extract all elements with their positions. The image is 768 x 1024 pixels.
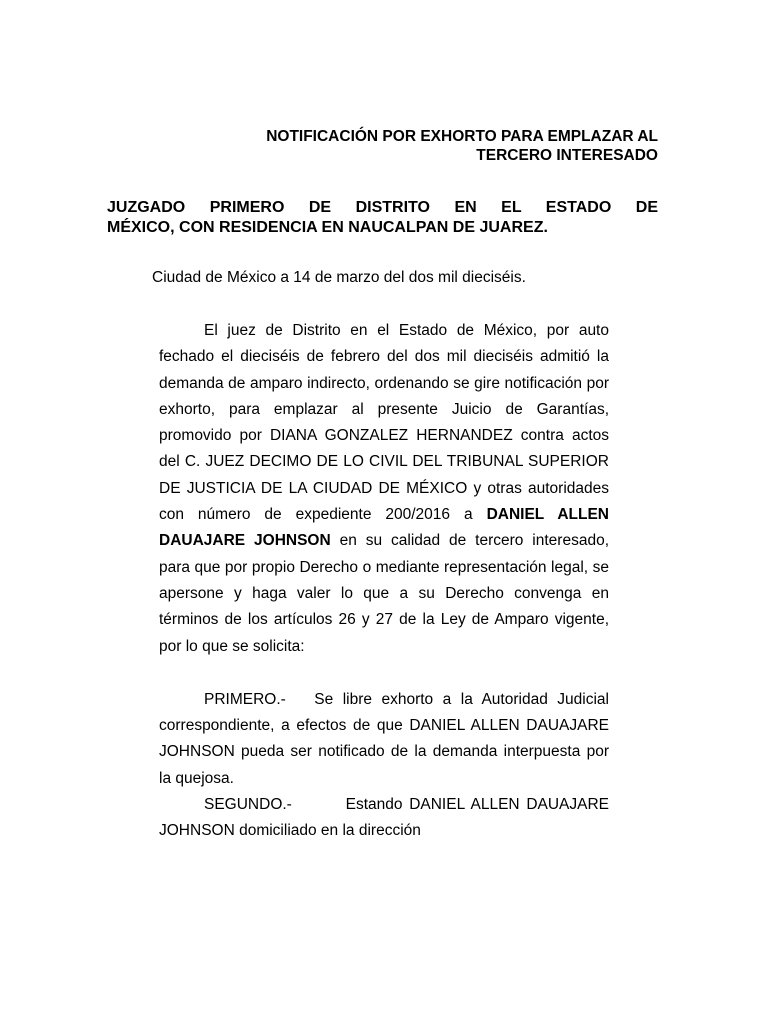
party-name-bold: DANIEL ALLEN DAUAJARE JOHNSON <box>159 506 610 550</box>
document-title <box>138 127 658 165</box>
segundo-text: Estando DANIEL ALLEN DAUAJARE JOHNSON domiciliado en la dirección <box>159 796 610 840</box>
paragraph-primero <box>159 687 609 792</box>
court-line-1: JUZGADO PRIMERO DE DISTRITO EN EL ESTADO DE <box>107 199 658 216</box>
title-line-2: TERCERO INTERESADO <box>476 147 658 164</box>
primero-label: PRIMERO.- <box>204 690 286 708</box>
primero-text: Se libre exhorto a la Autoridad Judicial correspondiente, a efectos de que DANIEL ALLEN DAUAJARE JOHNSON pueda ser notificado de la demanda interpuesta por la quejosa. <box>159 690 609 787</box>
paragraph-1-text-a: El juez de Distrito en el Estado de México, por auto fechado el dieciséis de febrero del dos mil dieciséis admitió la demanda de amparo indirecto, ordenando se gire notificación por exhorto, para emplazar al presente Juicio de Garantías, promovido por DIANA GONZALEZ HERNANDEZ contra actos del C. JUEZ DECIMO DE LO CIVIL DEL TRIBUNAL SUPERIOR DE JUSTICIA DE LA CIUDAD DE MÉXICO y otras autoridades con número de expediente 200/2016 a <box>159 322 609 524</box>
document-body <box>159 318 609 845</box>
title-line-1: NOTIFICACIÓN POR EXHORTO PARA EMPLAZAR AL <box>266 128 658 145</box>
paragraph-1 <box>159 318 609 660</box>
court-line-2: MÉXICO, CON RESIDENCIA EN NAUCALPAN DE JUAREZ. <box>107 219 548 236</box>
date-line: Ciudad de México a 14 de marzo del dos mil dieciséis. <box>152 269 526 286</box>
paragraph-segundo <box>159 792 609 845</box>
court-heading <box>107 198 658 238</box>
segundo-label: SEGUNDO.- <box>204 796 292 814</box>
paragraph-1-text-b: en su calidad de tercero interesado, para que por propio Derecho o mediante representación legal, se apersone y haga valer lo que a su Derecho convenga en términos de los artículos 26 y 27 de la Ley de Amparo vigente, por lo que se solicita: <box>159 532 609 655</box>
